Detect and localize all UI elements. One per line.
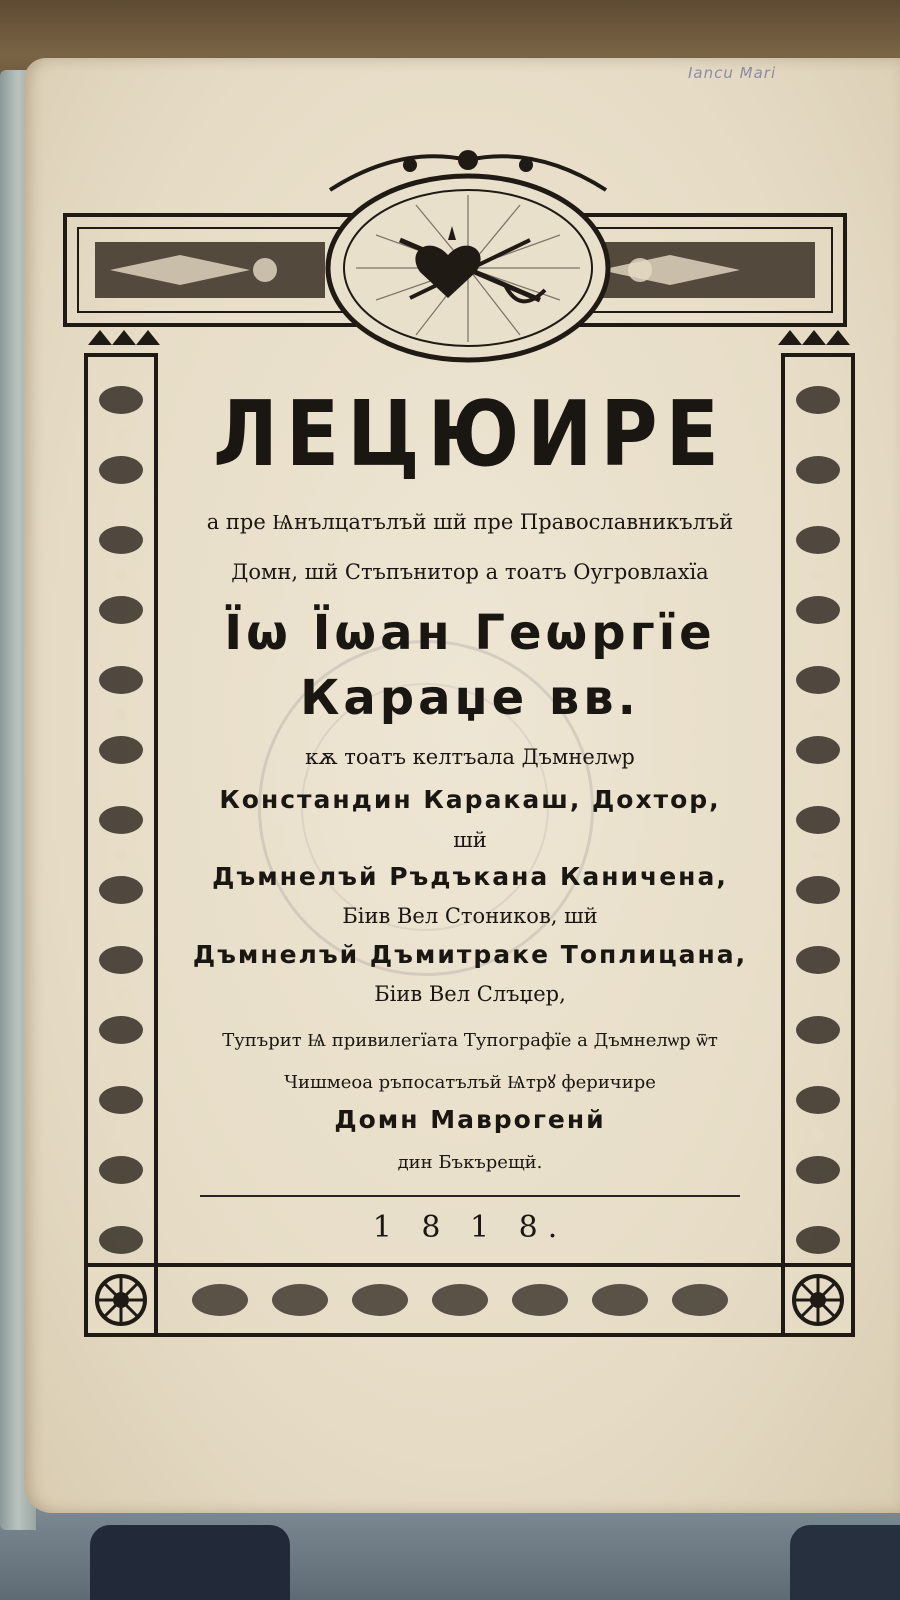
imprint-line-2: Чишмеоа ръпосатълъй Ѩтрꙋ феричире <box>284 1072 656 1093</box>
with-all-expense-line: кѫ тоатъ келтъала Дъмнелѡр <box>305 745 635 769</box>
book-title: ЛЕЦЮИРЕ <box>213 383 727 487</box>
conjunction-and: шй <box>453 828 487 852</box>
sacred-heart-emblem-icon <box>328 150 608 360</box>
imprint-line-1: Тупърит Ѩ привилегїата Тупографїе а Дъмнелѡр ѿт <box>222 1030 718 1051</box>
footer-band <box>86 1265 853 1335</box>
title-page-text <box>160 380 780 1245</box>
imprint-line-3: Домн Маврогенй <box>334 1105 606 1134</box>
rosette-icon <box>86 1265 156 1335</box>
imprint-line-4: дин Бъкърещй. <box>397 1152 543 1173</box>
rosette-icon <box>783 1265 853 1335</box>
prince-name: Їѡ Їѡан Геѡргїе <box>224 605 716 661</box>
pencil-annotation: Iancu Mari <box>688 64 777 82</box>
dedication-line-2: Домн, шй Стъпънитор а тоатъ Оугровлахїа <box>231 560 709 584</box>
prince-name-2: Караџе вв. <box>300 670 640 726</box>
sponsor-2: Дъмнелъй Ръдъкана Каничена, <box>212 862 728 891</box>
separator-rule <box>200 1195 740 1197</box>
sponsor-3: Дъмнелъй Дъмитраке Топлицана, <box>192 940 748 969</box>
sponsor-3-title: Біив Вел Слъџер, <box>374 982 566 1006</box>
publication-year: 1 8 1 8. <box>372 1210 568 1245</box>
sponsor-2-title: Біив Вел Стоников, шй <box>342 904 598 928</box>
sponsor-1: Констандин Каракаш, Дохтор, <box>219 785 721 814</box>
dedication-line-1: а пре Ѩнълцатълъй шй пре Православникълъй <box>206 510 734 534</box>
